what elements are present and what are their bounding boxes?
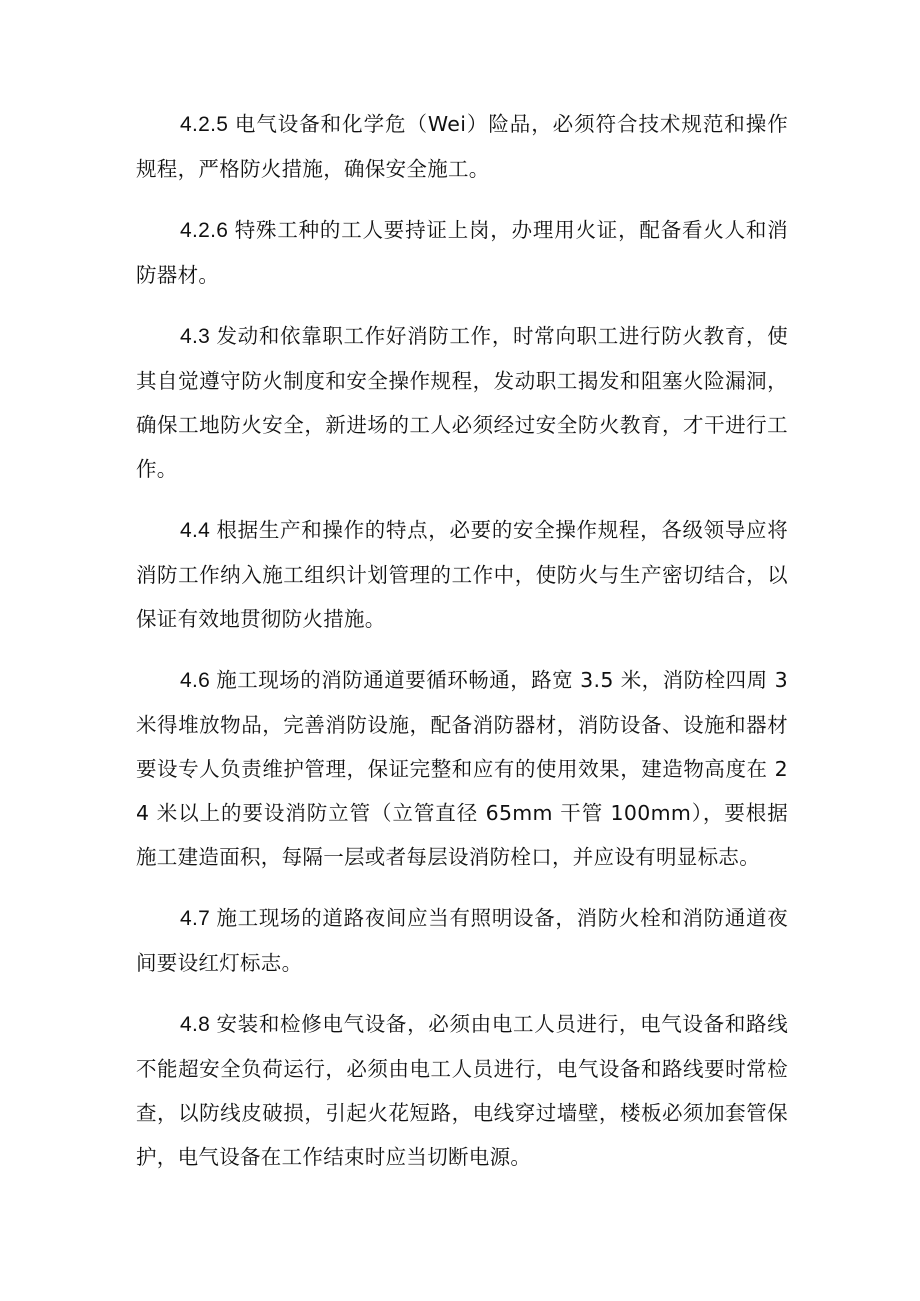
paragraph-4-6 [136, 658, 788, 879]
clause-text: 施工现场的道路夜间应当有照明设备，消防火栓和消防通道夜间要设红灯标志。 [136, 906, 788, 975]
paragraph-4-4 [136, 508, 788, 641]
clause-number: 4.7 [180, 907, 211, 930]
paragraph-4-7 [136, 896, 788, 985]
clause-number: 4.6 [180, 669, 211, 692]
clause-text: 特殊工种的工人要持证上岗，办理用火证，配备看火人和消防器材。 [136, 218, 788, 287]
clause-text: 电气设备和化学危（Wei）险品，必须符合技术规范和操作规程，严格防火措施，确保安全施工。 [136, 112, 788, 181]
clause-text: 发动和依靠职工作好消防工作，时常向职工进行防火教育，使其自觉遵守防火制度和安全操作规程，发动职工揭发和阻塞火险漏洞，确保工地防火安全，新进场的工人必须经过安全防火教育，才干进行工作。 [136, 324, 788, 481]
clause-number: 4.3 [180, 325, 211, 348]
clause-text: 施工现场的消防通道要循环畅通，路宽 3.5 米，消防栓四周 3 米得堆放物品，完善消防设施，配备消防器材，消防设备、设施和器材要设专人负责维护管理，保证完整和应有的使用效果，建造物高度在 24 米以上的要设消防立管（立管直径 65mm 干管 100mm），要根据施工建造面积，每隔一层或者每层设消防栓口，并应设有明显标志。 [136, 668, 788, 869]
paragraph-4-8 [136, 1002, 788, 1179]
clause-text: 根据生产和操作的特点，必要的安全操作规程，各级领导应将消防工作纳入施工组织计划管理的工作中，使防火与生产密切结合，以保证有效地贯彻防火措施。 [136, 518, 788, 631]
clause-number: 4.4 [180, 519, 211, 542]
clause-number: 4.2.6 [180, 219, 229, 242]
paragraph-4-2-6 [136, 208, 788, 297]
document-body [136, 102, 788, 1196]
clause-number: 4.8 [180, 1013, 211, 1036]
clause-text: 安装和检修电气设备，必须由电工人员进行，电气设备和路线不能超安全负荷运行，必须由电工人员进行，电气设备和路线要时常检查，以防线皮破损，引起火花短路，电线穿过墙壁，楼板必须加套管保护，电气设备在工作结束时应当切断电源。 [136, 1012, 788, 1169]
clause-number: 4.2.5 [180, 113, 229, 136]
paragraph-4-2-5 [136, 102, 788, 191]
paragraph-4-3 [136, 314, 788, 491]
